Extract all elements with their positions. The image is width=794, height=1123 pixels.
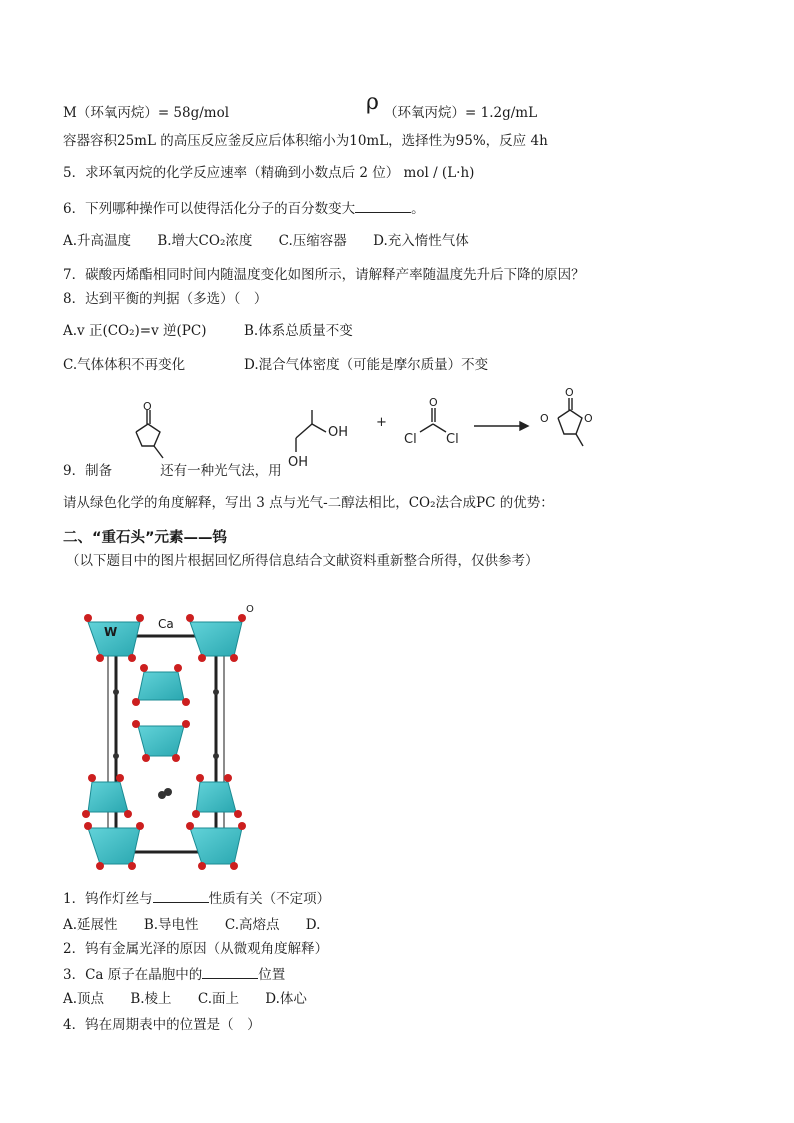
tungsten-q1-text-a: 1．钨作灯丝与 bbox=[63, 891, 153, 907]
w-atom-label: W bbox=[104, 625, 118, 639]
density-line: （环氧丙烷）= 1.2g/mL bbox=[384, 105, 538, 121]
question-6-end: 。 bbox=[411, 201, 425, 217]
option-c: C.压缩容器 bbox=[278, 233, 347, 249]
option-a: A.顶点 bbox=[63, 991, 105, 1007]
o-ketone-label: O bbox=[143, 400, 152, 413]
o-label-product-right: O bbox=[584, 412, 593, 425]
option-b: B.增大CO₂浓度 bbox=[157, 233, 253, 249]
question-9-middle: 还有一种光气法，用 bbox=[160, 463, 282, 479]
option-b: B.导电性 bbox=[143, 917, 199, 933]
density-symbol: ρ bbox=[366, 90, 379, 115]
answer-blank[interactable] bbox=[355, 200, 411, 213]
option-c: C.面上 bbox=[197, 991, 239, 1007]
tungsten-question-3 bbox=[63, 966, 285, 984]
option-b: B.棱上 bbox=[130, 991, 172, 1007]
question-8-option-a: A.v 正(CO₂)=v 逆(PC) bbox=[63, 323, 207, 339]
question-9 bbox=[63, 462, 282, 480]
cawo4-crystal-structure bbox=[78, 600, 268, 880]
question-8: 8．达到平衡的判据（多选）（ ） bbox=[63, 291, 268, 307]
option-a: A.延展性 bbox=[63, 917, 118, 933]
question-6-options bbox=[63, 232, 491, 250]
tungsten-question-3-options bbox=[63, 990, 329, 1008]
question-6-text: 6．下列哪种操作可以使得活化分子的百分数变大 bbox=[63, 201, 356, 217]
tungsten-question-1-options bbox=[63, 916, 342, 934]
tungsten-question-2: 2．钨有金属光泽的原因（从微观角度解释） bbox=[63, 941, 329, 957]
product-pc-structure bbox=[558, 398, 583, 446]
oh-label-1: OH bbox=[328, 425, 349, 440]
option-d: D.充入惰性气体 bbox=[373, 233, 469, 249]
o-atom-label: O bbox=[246, 604, 254, 615]
answer-blank[interactable] bbox=[153, 890, 209, 903]
plus-sign: + bbox=[376, 415, 387, 430]
ca-atom-label: Ca bbox=[158, 617, 174, 631]
option-c: C.高熔点 bbox=[224, 917, 280, 933]
tungsten-q3-text-b: 位置 bbox=[258, 967, 286, 983]
tungsten-q3-text-a: 3．Ca 原子在晶胞中的 bbox=[63, 967, 203, 983]
question-8-option-c: C.气体体积不再变化 bbox=[63, 357, 186, 373]
conditions-line: 容器容积25mL 的高压反应釜反应后体积缩小为10mL，选择性为95%，反应 4h bbox=[63, 133, 548, 149]
propylene-carbonate-structure bbox=[136, 410, 163, 458]
o-label-product-left: O bbox=[540, 412, 549, 425]
option-d: D. bbox=[305, 917, 321, 933]
question-6 bbox=[63, 200, 425, 218]
question-9-prefix: 9．制备 bbox=[63, 463, 113, 479]
question-8-option-d: D.混合气体密度（可能是摩尔质量）不变 bbox=[244, 357, 489, 373]
o-label-product-top: O bbox=[565, 386, 574, 399]
question-7: 7．碳酸丙烯酯相同时间内随温度变化如图所示，请解释产率随温度先升后下降的原因？ bbox=[63, 267, 585, 283]
cl-label-2: Cl bbox=[446, 432, 459, 447]
option-d: D.体心 bbox=[265, 991, 307, 1007]
molar-mass-line: M（环氧丙烷）= 58g/mol bbox=[63, 105, 230, 121]
reaction-arrow bbox=[474, 422, 528, 430]
question-5: 5．求环氧丙烷的化学反应速率（精确到小数点后 2 位） mol / (L·h) bbox=[63, 165, 475, 181]
tungsten-q1-text-b: 性质有关（不定项） bbox=[208, 891, 331, 907]
o-label-phosgene: O bbox=[429, 396, 438, 409]
oh-label-2: OH bbox=[288, 455, 309, 470]
answer-blank[interactable] bbox=[202, 966, 258, 979]
tungsten-question-1 bbox=[63, 890, 330, 908]
tungsten-question-4: 4．钨在周期表中的位置是（ ） bbox=[63, 1017, 261, 1033]
cl-label-1: Cl bbox=[404, 432, 417, 447]
section-2-title: 二、“重石头”元素——钨 bbox=[63, 530, 228, 546]
question-9-line2: 请从绿色化学的角度解释，写出 3 点与光气-二醇法相比，CO₂法合成PC 的优势： bbox=[63, 495, 554, 511]
section-2-note: （以下题目中的图片根据回忆所得信息结合文献资料重新整合所得，仅供参考） bbox=[66, 553, 539, 569]
phosgene-structure bbox=[420, 408, 446, 432]
question-8-option-b: B.体系总质量不变 bbox=[244, 323, 353, 339]
option-a: A.升高温度 bbox=[63, 233, 132, 249]
propylene-glycol-structure bbox=[296, 410, 326, 452]
